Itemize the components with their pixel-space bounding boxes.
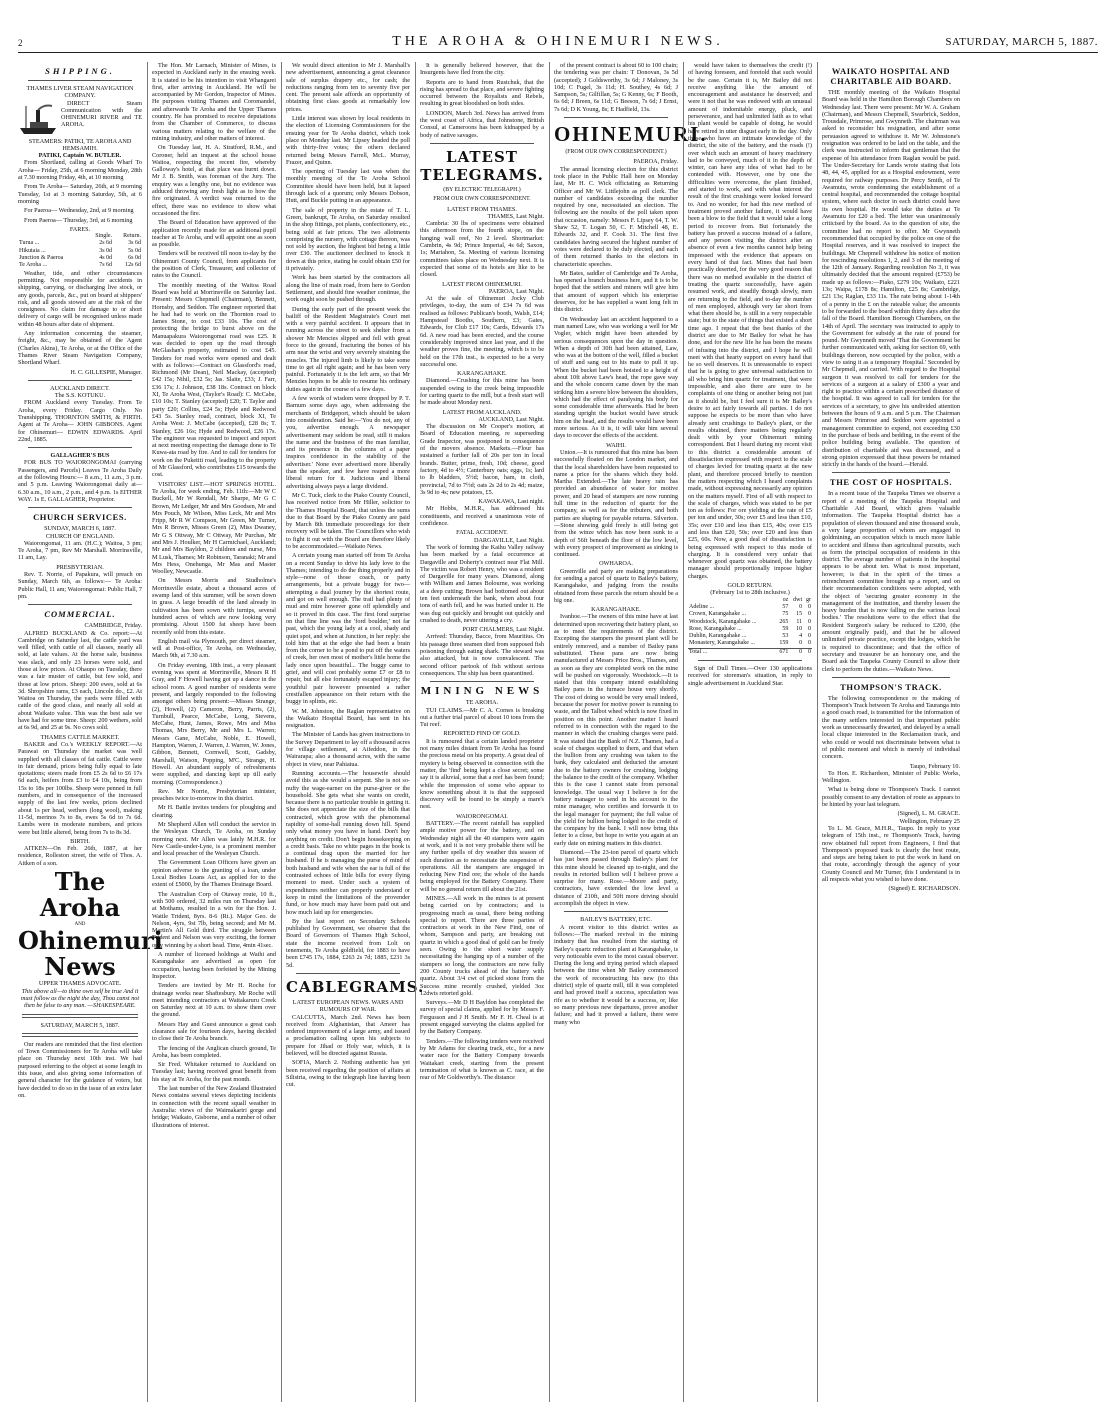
dateline: DARGAVILLE, Last Night. bbox=[473, 536, 544, 544]
church-england-text: Waiorongomai, 11 am. (H.C.); Waitoa, 3 pm; Te Aroha, 7 pm, Rev Mr Marshall. Morrinsville, 11 am, Lay. bbox=[18, 539, 142, 562]
table-row: Turua ... 2s 6d 3s 6d bbox=[19, 240, 141, 247]
presbyterian-text: Rev. T. Norrie, of Papakura, will preach on Sunday, March 6th, as follows:— Te Aroha: Public Hall, 11 am; Waiorongomai: Public Hall, 7 pm. bbox=[18, 571, 142, 600]
column-rule bbox=[817, 62, 818, 1402]
article-text: English mail via Plymouth, per direct steamer, will at Post-office, Te Aroha, on Wednesday, March 9th, at 7.30 a.m. bbox=[152, 637, 276, 660]
article-text: On Tuesday last, H. A. Stratford, R.M., and Coroner, held an inquest at the school house Waitoa, respecting the recent fire, whereby Galloway's hotel, at that place was burnt down. Mr J. B. Smith, was foreman of the Jury. The enquiry was a lengthy one, but no evidence was adduced throwing any fresh light as to how the fire originated. A verdict was returned to the effect, there was no evidence to show what occasioned the fire. bbox=[152, 144, 276, 217]
issue-date: SATURDAY, MARCH 5, 1887. bbox=[945, 36, 1098, 48]
article-text: During the early part of the present week the bailiff of the Resident Magistrate's Court met with a very painful accident. It appears that in running across the street to seek shelter from a shower Mr Mencies slipped and fell with great force to the ground, fracturing the bones of his arm near the wrist and very severely straining the muscles. The injured limb is likely to take some time to get all right again; and he has been very painful. Fortunately it is the left arm, so that Mr Menzies hopes to be able to resume his ordinary duties again in the course of a few days. bbox=[286, 305, 410, 393]
bus-text: FOR BUS TO WAIORONGOMAI (carrying Passengers, and Parcels) Leaves Te Aroha Daily at the following Hours:— 8 a.m., 11 a.m., 3 p.m. and 5 p.m. Leaving Waiorongomai daily at— 6.30 a.m., 10 a.m., 2 p.m., and 4 p.m. 1s EITHER WAY. 1s E. GALLAGHER, Proprietor. bbox=[18, 459, 142, 503]
article-text: Mr C. Tuck, clerk to the Piako County Council, has received notice from Mr Hiller, solicitor to the Thames Hospital Board, that unless the sums due to that Board by the Piako County are paid by March 8th immediate proceedings for their recovery will be taken. The Councillors who wish to fight it out with the Board are therefore likely to be accommodated.—Waikato News. bbox=[286, 491, 410, 550]
schedule-2: From Te Aroha— Saturday, 26th, at 9 morning Tuesday, 1st at 3 morning Saturday, 5th, at 6 morning bbox=[18, 183, 142, 205]
article-text: On Friday evening, 18th inst., a very pleasant evening was spent at Morrinsville, Messrs R H Gray, and F Howell having got up a dance in the school room. A good number of residents were present, and largely responded to the following amongst others being present:—Misses Strange, (2), Howell, (2) Cameron, Berry, Parris, (2), Turnbull, Pearce, McCabe, Long, Stevens, McCabe, Hunt, James, Rowe, Mrs and Miss Thomas, Mrs Berry, Mr and Mrs L. Warren; Messrs Gane, McCabe, Noble, E. Howell, Hampton, Warren, J. Warren, J. Warren, W. Jones, Gibbon, Bennett, Cornwell, Scott, Gadsby, Marshall, Watson, Popping, M'C., Strange, H. Howell. An abundant supply of refreshments were supplied, and dancing kept up till early morning. (Correspondence.) bbox=[152, 661, 276, 786]
table-row: Hikutaia ... 3s 0d 5s 0d bbox=[19, 247, 141, 254]
column-4 bbox=[420, 62, 544, 1402]
table-row: Crown, Karangahake ... 75 15 0 bbox=[689, 611, 811, 618]
article-text: At the sale of Ohinemuri Jocky Club privileges, to-day, the sum of £34 7s 6d was realised as follows: Publican's booth, Walsh, £14; Hampstead Booths, Southern, £3; Gates, Edwards, for Club £17 10s; Cards, Edwards 17s 6d. A new road has been erected, and the course considerably improved since last year, and if the weather proves fine, the meeting, which is to be held on the 17th inst., is expected to be a very successful one. bbox=[420, 295, 544, 368]
cablegrams-heading: CABLEGRAMS. bbox=[286, 977, 425, 996]
ohinemuri-heading: OHINEMURI. bbox=[554, 122, 708, 147]
cattle-heading: THAMES CATTLE MARKET. bbox=[40, 733, 120, 741]
article-text: THE monthly meeting of the Waikato Hospital Board was held in the Hamilton Borough Chambers on Wednesday last. There were present: Mr W. A. Graham (Chairman), and Messrs Chepmell, Swarbrick, Seddon, Trousdale, Primrose, and Gwynneth. The chairman was asked to reconsider his resignation, and after some persuasion agreed to withdraw it. Mr W. Johnstone's resignation was ordered to be laid on the table, and the clerk was instructed to inform that gentleman that the expense of his attendance from Raglan would be paid. The Under-Secretary for Lands wrote stating that lots 48, 44, 45, applied for as a Hospital endowment, were required for railway purposes. Dr Percy Smith, of Te Awamutu, wrote condemning the establishment of a central hospital, and recommended the cottage hospital system, where each doctor in each district could have its own hospital. He would take the duties at Te Awamutu for £20 a bed. The letter was unanimously criticised by the board. As to the question of site, the committee had no report to offer. Mr Gwynneth recommended that occupied by the police on one of the Hospital reserves, and it was resolved to inspect the buildings. Mr Chepmell withdrew his notice of motion for rescinding resolutions 1, 2, and 3 of the meeting of the 12th of January. Regarding resolution No 3, it was ultimately decided that the amount required (£753) be made up as follows:—Piako, £279 10s; Waikato, £221 13s; Waipa, £178 8s; Hamilton, £25 8s; Cambridge, £21 13s; Raglan, £33 11s. The rate being about 1-14th of a penny in the £ on the rateable value; the amounts to be forwarded to the board within thirty days after the fall of the Board. Hamilton Borough Chambers, on the 14th of April. The secretary was instructed to apply to the Government for subsidy at the rate of pound for pound. Mr Gwynneth moved 'That the Government be further communicated with, asking for section 69, with buildings thereon, now occupied by the police, with a view to using it as a temporary Hospital.' Seconded by Mr Chepmell, and carried. With regard to the Hospital surgeon it was resolved to call for tenders for the services of a surgeon at a salary of £300 a year and right to practice within a certain prescribed distance of the hospital. It was agreed to call for tenders for the services of a secretary, to give his undivided attention between the hours of 9 a.m. and 5 p.m. The Chairman and Messrs Primrose and Seddon were appointed a management committee to expend, not exceeding £30 in the purchase of beds and bedding, in the event of the police building being available. The question of distribution of charitable aid was discussed, and a strong opinion expressed that these powers be retained strictly in the hands of the board.—Herald. bbox=[822, 89, 960, 469]
table-row: Monastery, Karangahake ... 159 0 0 bbox=[689, 640, 811, 647]
schedule-4: From Paeroa— Thursday, 3rd, at 6 morning bbox=[24, 216, 133, 224]
dateline: THAMES, Last Night. bbox=[487, 212, 544, 220]
article-text: We would direct attention to Mr J. Marshall's new advertisement, announcing a great clearance sale of surplus drapery etc., for cash; the reductions ranging from ten to seventy five per cent. The present sale affords an opportunity of obtaining first class goods at remarkably low prices. bbox=[286, 62, 410, 113]
article-text: Diamond.—The 23-ton parcel of quartz which has just been passed through Bailey's plant for this mine should be cleaned up to-night, and the results in retorted bullion will I believe prove a surprise for many. Rose.—Moore and party, contractors, have extended the low level a distance of 210ft, and 50ft more driving should accomplish the object in view. bbox=[554, 848, 678, 908]
article-text: W. M. Johnston, the Raglan representative on the Waikato Hospital Board, has sent in his resignation. bbox=[286, 707, 410, 730]
signature: (Signed), L. M. GRACE. bbox=[897, 810, 960, 818]
birth-heading: BIRTH. bbox=[70, 837, 90, 845]
article-text: SOFIA, March 2. Nothing authentic has yet been received regarding the position of affairs at Silistria, owing to the telegraph line having been cut. bbox=[286, 1059, 410, 1089]
article-text: It is generally believed however, that the Insurgents have fled from the city. bbox=[420, 62, 544, 77]
article-text: LONDON, March 3rd. News has arrived from the west coast of Africa, that Johnstone, British Consul, at Cameroons has been kidnapped by a body of native savages. bbox=[420, 109, 544, 139]
column-rule bbox=[683, 62, 684, 1402]
article-text: Mr Bates, saddler of Cambridge and Te Aroha, has opened a branch business here, and it is to be hoped that the settlers and miners will give him that amount of support which his enterprise deserves, for he has supplied a want long felt in this district. bbox=[554, 269, 678, 314]
commercial-heading: COMMERCIAL. bbox=[44, 609, 116, 620]
article-text: Tenders.—The following tenders were received by Mr Adams for clearing track, etc., for a new water race for the Battery Company towards Waitakari creek, starting from the present termination of what is known as C. race, at the rear of Mr Goldworthy's. The distance bbox=[420, 1037, 544, 1082]
section-heading: REPORTED FIND OF GOLD. bbox=[443, 730, 521, 738]
table-row: Total ... 671 0 0 bbox=[689, 648, 811, 655]
table-row: Junction & Paeroa 4s 0d 6s 0d bbox=[19, 255, 141, 262]
divider bbox=[698, 660, 802, 661]
article-text: On Wednesday last an accident happened to a man named Law, who was working a well for Mr Vogler, which might have been attended by serious consequences upon the day in question. When a depth of 30ft had been attained, Law, who was at the bottom of the well, filled a bucket of stuff and sang out to his mate to pull it up. When the bucket had been hoisted to a height of about 10ft above Law's head, the rope gave way and the whole concern came down by the man striking him a severe blow between the shoulders, which had the effect of paralysing his body for some considerable time afterwards. Had he been standing upright the bucket would have struck him on the head, and the results would have been more serious. As it is, it will take him several days to recover the effects of the accident. bbox=[554, 315, 678, 440]
manager-signature: H. C. GILLESPIE, Manager. bbox=[70, 368, 142, 376]
article-text: The fencing of the Anglican church ground, Te Aroha, has been completed. bbox=[152, 1044, 276, 1059]
telegrams-subheading: (BY ELECTRIC TELEGRAPH.) bbox=[443, 186, 521, 193]
divider bbox=[28, 507, 132, 508]
article-text: Mr H. Battle invites tenders for ploughing and clearing. bbox=[152, 804, 276, 819]
presbyterian: PRESBYTERIAN. bbox=[56, 563, 104, 571]
column-3 bbox=[286, 62, 425, 1402]
section-heading: WAIHI. bbox=[606, 441, 626, 449]
thompsons-track-heading: THOMPSON'S TRACK. bbox=[840, 681, 942, 692]
column-2 bbox=[152, 62, 276, 1402]
article-text: In a recent issue of the Taupeka Times we observe a report of a meeting of the Taupeka Hospital and Charitable Aid Board, which gives valuable information. The Taupeka Hospital district has a population of eleven thousand and nine thousand souls, a very large proportion of whom are engaged in goldmining, an occupation which is much more liable to accident and illness than agricultural pursuits, such as form the principal occupation of residents in this district. The average number of patients in the hospital appears to be about ten. What is most important, however, is that in the spirit of the times a retrenchment committee brought up a report, and on their recommendation conditions were adopted, with the object of 'securing greater economy in the management of the institution, and thereby lessen the heavy burden that is now falling on the various local bodies.' The resolutions were to the effect that the Resident Surgeon's salary be reduced to £200, (the amount originally paid), and that he be allowed unlimited private practice, except the lodges, which he is required to discontinue; and that the office of secretary and treasurer be an honorary one, and the Board ask the Taupeka County Council to allow their clerk to perform the duties.—Waikato News. bbox=[822, 490, 960, 673]
cattle-text: BAKER and Co.'s WEEKLY REPORT.—At Parawai on Thursday the market was well supplied with all classes of fat cattle. Cattle were in fair demand, prices being fully equal to late quotations; steers made from £5 2s 6d to £6 17s 6d each, heifers from £3 to £4 10s, being from 15s to 18s per 100lbs. Sheep were penned in full numbers, and in consequence of the increased supply of the last few weeks, prices declined about 1s per head, wethers (long wool), making 11-5d, merinos 7s to 8s, ewes 5s 6d to 7s 6d. Lambs were in moderate numbers, and prices were but little altered, being from 7s to 8s 3d. bbox=[18, 740, 142, 836]
divider bbox=[832, 472, 950, 473]
column-rule bbox=[147, 62, 148, 1402]
church-heading: CHURCH SERVICES. bbox=[33, 512, 127, 523]
article-text: The discussion on Mr Cooper's motion, at Board of Education meeting, re superseding Grade Inspector, was postponed in consequence of the movers absence. Markets.—Flour has sustained a further fall of 20s per ton in local brands. Butter, prime, fresh, 10d; cheese, good factory, 4d to 4½; Canterbury oats; eggs, 1s; lard to lb bladders, 5½d; bacon, ham, in cloth, provincial, 7d to 7½d; oats 2s 2d to 2s 4d; maize, 3s 9d to 4s; new potatoes, £5. bbox=[420, 423, 544, 496]
article-text: TUI CLAIMS.—Mr C. A. Cornes is breaking out a further trial parcel of about 10 tons from the Tui reef. bbox=[420, 706, 544, 729]
article-text: BATTERY.—The recent rainfall has supplied ample motive power for the battery, and on Wednesday night all the 40 stampers were again at work, and it is not very probable there will be any further spells of dry weather this season of such duration as to necessitate the suspension of operations. All the stampers are engaged in reducing New Find ore; the whole of the hands being employed for the Battery Company. There will be no general return till about the 21st. bbox=[420, 820, 544, 893]
steamers-list: STEAMERS: PATIKI, TE AROHA AND HEMSAMIH. bbox=[28, 137, 132, 152]
article-text: Little interest was shown by local residents in the election of Licensing Commissioners for the ensuing year for Te Aroha district, which took place on Monday last. Mr Lipsey headed the poll with thirty-five votes; the others declared returned being Messrs Farrell, McL. Murray, Frazer, and Quinn. bbox=[286, 115, 410, 166]
column-7 bbox=[822, 62, 960, 1402]
divider bbox=[22, 1033, 138, 1037]
dateline: PORT CHALMERS, Last Night. bbox=[462, 626, 544, 634]
thames-company-heading: THAMES LIVER STEAM NAVIGATION COMPANY. bbox=[26, 85, 134, 100]
gold-return-heading: GOLD RETURN. bbox=[727, 582, 773, 590]
motto: This above all—to thine own self be true And it must follow as the night the day, Thou canst not then be false to any man. —SHAKESPEARE. bbox=[20, 987, 140, 1010]
column-1 bbox=[18, 62, 163, 1402]
dateline: KAWAKAWA, Last night. bbox=[478, 498, 544, 506]
nameplate-and: AND bbox=[74, 922, 86, 928]
article-text: To Hon. E. Richardson, Minister of Public Works, Wellington. bbox=[822, 769, 960, 785]
column-6 bbox=[688, 62, 812, 1402]
divider bbox=[296, 973, 400, 974]
dateline: PAEROA, Friday. bbox=[633, 158, 678, 166]
ohinemuri-subheading: (FROM OUR OWN CORRESPONDENT.) bbox=[565, 149, 667, 156]
article-text: Running accounts.—The housewife should avoid this as she would a serpent. She is not so-nufty the wage-earner on the purse-giver or the household. She gets what she wants on credit, because there is no particular trouble in getting it. She does not appreciate the size of the bills that contracted, which grow with the phenomenal rapidity of some-hall running down hill. Spend only what money you have in hand. Don't buy anything on credit. Don't begin housekeeping on a credit basis. Take no white pages in the book is a continual drag upon the married for her husband. If he is managing the purse of mind of both husband and wife when the ear is full of the contrasted echoes of little bills for every flying moment to meet. Under such a system of expenditures neither can properly understand or keep in mind the limitations of the provender fund, or how much may have been paid out and how much laid up for emergencies. bbox=[286, 769, 410, 916]
divider bbox=[28, 604, 132, 605]
article-text: By the last report on Secondary Schools published by Government, we observe that the Board of Governors of Thames High School, state the income received from Lolt on tenements, Te Aroha goldfield, for 1883 to have been £745 17s, 1884, £263 2s 7d; 1885, £231 3s 5d. bbox=[286, 917, 410, 969]
section-heading: LATEST FROM THAMES. bbox=[447, 205, 517, 213]
divider bbox=[564, 911, 668, 912]
article-text: Rev. Mr Norrie, Presbyterian minister, preaches twice to-morrow in this district. bbox=[152, 787, 276, 803]
editorial-text: Our readers are reminded that the first election of Town Commissioners for Te Aroha will take place on Thursday next 10th inst. We had purposed referring to the object at some length in this issue, and also giving some information of general character for the guidance of voters, but have decided to do so in the issue of an extra later on. bbox=[18, 1040, 142, 1099]
divider bbox=[28, 80, 132, 81]
birth-text: AITKEN—On Feb. 26th, 1887, at her residence, Rolleston street, the wife of Thos. A. Aitken of a son. bbox=[18, 845, 142, 867]
article-text: Tenders will be received till noon to-day by the Ohinemuri County Council, from applicants for the position of Clerk, Treasurer, and collector of rates to the Council. bbox=[152, 250, 276, 280]
article-text: Messrs Hay and Guest announce a great cash clearance sale for fourteen days, having decided to close their Te Aroha branch. bbox=[152, 1020, 276, 1043]
divider bbox=[22, 1014, 138, 1018]
article-text: The Australian Corp of Otaway route, 10 ft., with 500 ordered, 32 miles run on Thursday last at Mothams, resulted in a win for the Hon. J. Wattle Trident, 8yrs. 8-6 (Rt.). Major Geo. de Nelson, 4yrs, 9st 7lb, being second; and Mr M. Martin's All Gold third. The struggle between Trident and Nelson was very exciting, the former only winning by a short head. Time, 4min 41sec. bbox=[152, 890, 276, 949]
article-text: The last number of the New Zealand Illustrated News contains several views depicting incidents in connection with the recent squall weather in Australia: views of the Waimakariri gorge and bridge; Waikato, Gisborne, and a number of other illustrations of interest. bbox=[152, 1085, 276, 1129]
article-text: Tenders are invited by Mr H. Roche for drainage works near Shaftesbury. Mr Roche will meet intending contractors at Waitakaruru Creek on Saturday next at 10 a.m. to show them over the ground. bbox=[152, 982, 276, 1019]
article-text: Work has been started by the contractors all along the line of main road, from here to Gordon Settlement, and should fine weather continue, the work ought soon be pushed through. bbox=[286, 274, 410, 304]
article-text: Sir Fred. Whitaker returned to Auckland on Tuesday last; having received great benefit from his stay at Te Aroha, for the past month. bbox=[152, 1061, 276, 1083]
gold-return-table bbox=[688, 597, 812, 656]
telegrams-heading: LATEST TELEGRAMS. bbox=[420, 147, 544, 184]
newspaper-page bbox=[18, 22, 1098, 1402]
church-england: CHURCH OF ENGLAND. bbox=[45, 532, 115, 540]
masthead bbox=[18, 22, 1098, 53]
table-row: Adeline ... 57 0 0 bbox=[689, 603, 811, 610]
article-text: The opening of Tuesday last was when the monthly meeting of the Te Aroha School Committee should have been held, but it lapsed through lack of a quorum; only Messrs Dobson, Hutt, and Buckle putting in an appearance. bbox=[286, 168, 410, 205]
section-heading: LATEST FROM OHINEMURI. bbox=[442, 280, 522, 288]
telegrams-subheading: FROM OUR OWN CORRESPONDENT. bbox=[433, 196, 531, 203]
nameplate-line-1: The Aroha bbox=[39, 867, 121, 923]
cablegrams-subheading: LATEST EUROPEAN NEWS. WARS AND RUMOURS OF WAR. bbox=[292, 998, 404, 1014]
article-text: of the present contract is about 60 to 100 chain; the tendering was per chain: T Donovan, 3s 5d (accepted); J Goldsworthy, 3s 6d; J Maloney, 3s 10d; C Fugel, 3s 11d; H. Southey, 4s 6d; J Sampson, 5s; Gilfillan, 5s; G Kenny, 6s; F Booth, 6s 6d; J Breen, 6s 11d; G Beeson, 7s 6d; J Ernst, 7s 6d; D K Young, 8s; E Hadfield, 13s. bbox=[554, 62, 678, 113]
nameplate-subtitle: UPPER THAMES ADVOCATE. bbox=[38, 980, 122, 988]
article-text: What is being done re Thompson's Track. I cannot possibly consent to any deviation of route as appears to be hinted by your last telegram. bbox=[822, 786, 960, 809]
kotuku-text: FROM Auckland every Tuesday. From Te Aroha, every Friday. Cargo Only. No Transhipping. THORNTON SMITH, & FIRTH. Agent at Te Aroha— JOHN GIBBONS. Agent for Ohinemuri— EDWIN EDWARDS. April 22nd, 1885. bbox=[18, 399, 142, 443]
divider bbox=[430, 681, 534, 682]
cost-hospitals-heading: THE COST OF HOSPITALS. bbox=[829, 477, 953, 488]
article-text: MINES.—All work in the mines is at present being carried on by contractors; and is progressing much as usual, there being nothing special to report. There are three parties of contractors at work in the New Find, one of whom, Sampson and party, are breaking out quartz in which a good deal of gold can be freely seen. Owing to the short water supply necessitating the hanging up of a number of the stampers so long, the contractors are now fully 200 County trucks ahead of the battery with quartz. About 3/4 cwt of picked stone from the Success mine recently crushed, yielded 3oz 12dwts retorted gold. bbox=[420, 894, 544, 997]
info-text: Any information concerning the steamer, freight, &c., may be obtained of the Agent (Charles Akins), Te Aroha, or at the Office of the Thames River Steam Navigation Company, Shortland Wharf. bbox=[18, 330, 142, 367]
steamer-icon bbox=[18, 102, 58, 136]
article-text: Surveys.—Mr D H Bayldon has completed the survey of special claims, applied for by Messrs F. Fergusson and J H Smith. Mr F. H. Cheal is at present engaged surveying the claims applied for by the Battery Company. bbox=[420, 999, 544, 1036]
article-text: Ivanhoe.—The owners of this mine have at last determined upon recovering their battery plant, so as to meet the requirements of the district. Excepting the stampers the present plant will be entirely removed, and a number of Bailey pans substituted. These pans are now being manufactured at Messrs Price Bros., Thames, and as soon as they are completed work on the mine will be pushed on vigorously. Woodstock.—It is stated that this company intend establishing Bailey pans in the furnace house very shortly. The cost of doing so would be very small indeed, because the power for motive power is running to waste, and the Talbot wheel which is now fixed in position on this point. Another matter I heard referred to in connection with the regard to the manner in which the crushing charges were paid. It was stated that the Bank of N.Z. Thames, had a scale of charges supplied to them, and that when the bullion from any crushing was taken to the bank, they calculated and deducted the amount due to the battery owners for crushing, lodging the balance to the credit of the company. Whether this is the case I cannot state from personal knowledge. The usual way I believe is for the battery manager to send in his account to the mine manager, who certifies and forwards it to the legal manager for payment; the full value of the yield for bullion being lodged to the credit of the company by the bank. I will now bring this letter to a close, but hope to write you again at an early date on mining matters in this district. bbox=[554, 613, 678, 847]
article-text: Diamond.—Crushing for this mine has been suspended owing to the creek being impossible for carting quartz to the mill, but a fresh start will be made about Monday next. bbox=[420, 377, 544, 407]
article-text: A certain young man started off from Te Aroha on a recent Sunday to drive his lady love to the Thames; intending to do the thing properly and in style—none of those coach, or party arrangements, but a private buggy for two—attempting a dual journey by the shortest route, and got on well enough. The trail had plenty of mud and mire however gone off splendidly and so it proved in this case. The first fond surprise on that fine line was the 'ford boulder,' not far past, which the young lady at a cool, shady and quiet spot, and when at Junction, in her reply: she told him that at the edge she had been a brain from the corner to be a pond to put off the waters of creek, her own most of mother's little home the lady once upon beautiful... The buggy came to grief, and will cost probably some £7 or £8 to repair, but all else fortunately escaped injury; the youthful pair however presented a rather crestfallen appearance on their return with the buggy in splints, etc. bbox=[286, 552, 410, 706]
section-heading: KARANGAHAKE. bbox=[457, 370, 507, 378]
article-text: The monthly meeting of the Waitoa Road Board was held at Morrinsville on Saturday last. Present: Messrs Chepmell (Chairman), Bennett, Hornsby, and Seddon. The engineer reported that he had had to work on the Thornton road to James Stone, to cost £33 10s. The cost of protecting the bridge to burst above on the Manuapakura Waiorongomai road was £25. It was decided to open up the road through McGlashan's property, estimated to cost £45. Tenders for road works were opened and dealt with as follows:—Contract on Glassford's road, Richmond (Mr Dean), Neil Mackay, (accepted) £42 15s; Nihil, £32 5s; Jas. Slaite, £33; J. Farr, £36 17s; J. Johnson, £38 18s. Contract on block XI, Te Aroha West, (Taylor's Road): C. McCabe, £10 10s; T. Stanley (accepted) £20; T. Taylor and party £20; Collins, £24 5s; Hyde and Redwood £43 5s. Stanley road, contract, block XI, Te Aroha West: J. McCabe (accepted), £28 8s; T. Stanley, £26 16s; Hyde and Redwood, £26 17s. The engineer was requested to inspect and report at next meeting respecting the damage done to Te Kuwa-ata road by fire. And to call for tenders for work on the Puketiti road, leading to the property of Mr Glassford, who contributes £15 towards the cost. bbox=[152, 281, 276, 479]
schedule-1: From Shortland, calling at Goods Wharf To Aroha— Friday, 25th, at 6 morning Monday, 28th at 7.30 morning Friday, 4th, at 10 morning bbox=[18, 159, 142, 182]
article-text: A few words of wisdom were dropped by P. T. Barnum some days ago, when addressing the merchants of Bridgeport, which should be taken into consideration. Said he:—'You do not, any of you, advertise enough. A newspaper advertisement may seldom be read, still it makes the name and the business of the man familiar, and its presence in the columns of a paper inspires confidence in the stability of the advertiser.' None ever advertised more liberally than the speaker, and few have reaped a more liberal return for it. Judicious and liberal advertising always pays a large dividend. bbox=[286, 395, 410, 490]
gold-return-period: (February 1st to 28th inclusive.) bbox=[710, 589, 790, 597]
kotuku-heading: The S.S. KOTUKU. bbox=[54, 392, 106, 400]
dateline: Wellington, February 25 bbox=[899, 817, 960, 825]
table-row: Single. Return. bbox=[95, 233, 141, 240]
article-text: It is rumoured that a certain landed proprietor not many miles distant from Te Aroha has found the precious metal on his property. A great deal of mystery is being observed in connection with the matter, the 'find' being kept a close secret; some say it is alluvial, some that a reef has been found; while the impression of some who appear to know something about it is that the supposed discovery will be found to be simply a mare's nest. bbox=[420, 737, 544, 811]
divider bbox=[564, 117, 668, 118]
article-text: would have taken to themselves the credit (!) of having foreseen, and foretold that such would be the case. Certain it is, Mr Bailey did not receive anything like the amount of encouragement and assistance he deserved; and were it not that he was endowed with an unusual amount of indomitable energy, pluck, and perseverance, and had unlimited faith as to what his plant would be capable of doing, he would have retired in utter disgust early in the day. Only those who have an intimate knowledge of the district, the site of the battery, and the roads (!) over which such an amount of heavy machinery had to be conveyed, much of it in the depth of winter, can have any idea of what had to be contended with. However, one by one the difficulties were overcome, the plant finished, and started to work, and with what interest the result of the first crushings were looked forward to. And no wonder, for had this new method of treatment proved another failure, it would have been a blow to the field that it would take a long period to recover from. But fortunately the battery has proved a success instead of a failure, and any person visiting the district after an absence of even a few months cannot help being impressed with the evidence that appears on every hand of that fact. Mines that had been practically deserted, for the very good reason that there was no method available in the district of treating the quartz successfully, have again resumed work, and steadily though slowly, men are returning to the field, and to-day the number of men employed, although very far short from what there should be, is still in a very respectable state; but to the state of things that existed a short time ago. I repeat that the best thanks of the district are due to Mr Bailey for what he has done, and for the new life he has been the means of infusing into the district, and I hope he will meet with that hearty support on every hand that he so well deserves. It is unreasonable to expect that he is going to give universal satisfaction to all who bring him quartz for treatment, that were impossible, and also there are sure to be complaints of one thing or another being not just as it should be, but I feel sure it is Mr Bailey's desire to act fairly towards all parties. I do not suppose he expects to be more than who have already sent crushings to Bailey's plant, or the results obtained, there matters being regularly dealt with by your Ohinemuri mining correspondent. But I heard during my recent visit to this district a considerable amount of dissatisfaction expressed with respect to the scale of charges levied for treating quartz at the new plant, and therefore proceed briefly to mention the matters respecting which I heard complaints made, without expressing necessarily any opinion on the matters myself. First of all with respect to the scale of charges, which was stated to be per ton as follows: For ore yielding at the rate of £5 per ton and under, 30s; over £5 and less than £10, 35s; over £10 and less than £15, 40s; over £15 and less than £20, 50s; over £20 and less than £25, 60s. Now, a good deal of dissatisfaction is being expressed with respect to this mode of charging. It is considered very unfair that whenever good quartz was obtained, the battery manager should proportionally impose higher charges. bbox=[688, 62, 812, 580]
article-text: Sign of Dull Times.—Over 130 applications received for storeman's situation, in reply to single advertisement in Auckland Star. bbox=[688, 665, 812, 687]
article-text: Arrived: Thursday, Bacce, from Mauritius. On his passage three seamen died from supposed fish poisoning through eating shark. The steward was also attacked, but is now convalescent. The second officer partook of fish without serious consequences. The ship has been quarantined. bbox=[420, 633, 544, 677]
bus-heading: GALLAGHER'S BUS bbox=[50, 452, 110, 460]
mining-heading: MINING NEWS bbox=[420, 685, 544, 698]
issue-dateline: SATURDAY, MARCH 5, 1887. bbox=[40, 1021, 120, 1029]
article-text: The annual licensing election for this district took place in the Public Hall here on Monday last, Mr H. C. Wick officiating as Returning Officer and Mr W. Littlejohn as poll clerk. The number of candidates exceeding the number required by one, necessitated an election. The following are the results of the poll taken upon that occasion, namely: Messrs F. Lipsey 64, T. W. Shaw 52, T. Logan 50, C. F. Mitchell 48, E. Edwards 32, and F. Cook 31. The first five candidates having secured the highest number of votes were declared to be duly elected, and each of them returned thanks to the electors in characteristic speeches. bbox=[554, 165, 678, 268]
divider bbox=[430, 143, 534, 144]
article-text: Greenville and party are making preparations for sending a parcel of quartz to Bailey's battery, Karangahake, and judging from the results obtained from these parcels the return should be a big one. bbox=[554, 567, 678, 604]
column-rule bbox=[549, 62, 550, 1402]
article-text: Reports are to hand from Rustchuk, that the rising has spread to that place, and severe fighting occurred between the Royalists and Rebels, resulting in great bloodshed on both sides. bbox=[420, 78, 544, 108]
section-heading: LATEST FROM AUCKLAND. bbox=[442, 408, 522, 416]
column-rule bbox=[281, 62, 282, 1402]
article-text: Mr Shepherd Allen will conduct the service in the Wesleyan Church, Te Aroha, on Sunday morning next. Mr Allen was lately M.H.R. for New Castle-under-Lyne, is a prominent member and local preacher of the Wesleyan Church. bbox=[152, 820, 276, 858]
nameplate-line-2: Ohinemuri News bbox=[18, 926, 163, 982]
article-text: A number of licensed holdings at Waihi and Karangahake are advertised as open for occupation, having been forfeited by the Mining Inspector. bbox=[152, 951, 276, 980]
section-heading: BAILEY'S BATTERY, ETC. bbox=[580, 916, 652, 924]
signature: (Signed) E. RICHARDSON. bbox=[888, 885, 960, 893]
shipping-heading: SHIPPING. bbox=[45, 66, 115, 76]
article-text: The Board of Education have approved of the application recently made for an additional pupil teacher at Te Aroha, and will appoint one as soon as possible. bbox=[152, 219, 276, 249]
article-text: The work of forming the Kaihu Valley railway has been marked by a fatal occurrence at Dargaville and Doherty's contract near Flat Mill. The victim was Robert Henry, who was a resident of Dargaville for many years. Diamond, along with William and James Bolourne, was working at a deep cutting; Brown had bottomed out about ten feet underneath the bank, when about four tons of earth fell, and he was buried under it. He was dug out quickly and brought out quickly and crushed to death, never uttering a cry. bbox=[420, 543, 544, 624]
article-text: The Minister of Lands has given instructions to the Survey Department to lay off a thousand acres for village settlement, at Aifeddon, in the Wairarapa; also a thousand acres, with the same object in view, near Pahiatua. bbox=[286, 731, 410, 768]
column-rule bbox=[415, 62, 416, 1402]
section-heading: OWHAROA. bbox=[599, 560, 633, 568]
article-text: To L. M. Grace, M.H.R., Taupo. In reply to your telegram of 15th inst., re Thompson's Track, having now obtained full report from Engineers, I find that Thompson's proposed track is clearly the best route, and steps are being taken to put the work in hand on that route, accordingly through the agency of your County Council and Mr Turner, this I understand is in all respects what you wished to have done. bbox=[822, 824, 960, 883]
newspaper-title: THE AROHA & OHINEMURI NEWS. bbox=[392, 34, 724, 49]
hospital-heading: WAIKATO HOSPITAL AND CHARITABLE AID BOARD. bbox=[830, 66, 952, 86]
article-text: VISITORS' LIST.—HOT SPRINGS HOTEL. Te Aroha, for week ending, Feb. 11th:—Mr W C Buckell, Mr W Rendall, Mr Sharpe, Mr G C Brown, Mr Ledger, Mr and Mrs Goodsen, Mr and Mrs Pouch, Mr Wilson, Miss Leck, Mr and Mrs Fripp, Mr R W Compson, Mr Green, Mr Turner, Mrs R Brown, Misses Green (2), Miss Dwaney, Mr G S Ottway, Mr C Ottway, Mr Purchas, Mr and Mrs J. Houlker, Mr H Carmichael, Auckland; Mr and Mrs Bayldon, 2 children and nurse, Mrs M Lusk, Thames; Mr Robinson, Taranaki; Mr and Mrs Hess, Onehunga, Mr Mas and Master Woolley, Newcastle. bbox=[152, 480, 276, 576]
article-text: Cambria: 30 lbs of specimens were obtained this afternoon from the fourth stope, on the hanging wall reef, No 2 level. Shortmarket: Cambrin, 4s 9d; Prince Imperial, 4s 6d; Saxon, 1s; Mariahon, 5s. Meeting of various licensing committees takes place on Wednesday next. It is expected that some of its hotels are like to be closed. bbox=[420, 220, 544, 279]
auckland-direct-heading: AUCKLAND DIRECT. bbox=[50, 384, 110, 392]
table-row: oz dwt gr bbox=[782, 596, 811, 603]
direct-service-text: DIRECT Steam Communication with the OHINEMURI RIVER and TE AROHA. bbox=[61, 99, 142, 129]
table-row: Rose, Karangahake ... 59 10 0 bbox=[689, 625, 811, 632]
article-text: The sale of property in the estate of T. L. Green, bankrupt, Te Aroha, on Saturday resulted in the shop fittings, pot plants, confectionery, etc., being sold at fair prices. The two allotments comprising the nursery, with cottage thereon, was not sold by auction, the highest bid being a little over £30. The auctioneer declined to knock it down at this price, stating he could obtain £50 for it privately. bbox=[286, 206, 410, 273]
section-heading: TE AROHA. bbox=[465, 699, 499, 707]
church-date: SUNDAY, MARCH 6, 1887. bbox=[44, 525, 116, 533]
article-text: CALCUTTA, March 2nd. News has been received from Afghanistan, that Ameer has ordered improvement of a large army, and issued a proclamation calling upon his subjects to prepare for Jihad or Holy war, which, it is believed, will be directed against Russia. bbox=[286, 1013, 410, 1057]
table-row: Woodstock, Karangahake ... 265 11 0 bbox=[689, 618, 811, 625]
article-text: The Government Loan Officers have given an opinion adverse to the granting of a loan, under Local Bodies Loans Act, as applied for to the extent of £5000, by the Thames Drainage Board. bbox=[152, 859, 276, 889]
article-text: Union.—It is rumoured that this mine has been successfully floated on the London market, and that the local shareholders have been requested to name a price for the shares which they hold. Martha Extended.—The late heavy rain has provided an abundance of water for motive power, and 20 head of stampers are now running full time in the reduction of quartz for the company, as well as for the tributers, and both parties are shaping for payable returns. Silverton.—Stone showing gold freely is still being got from the winze which has now been sunk to a depth of 56ft beneath the floor of the low level, with every prospect of improvement as sinking is continued. bbox=[554, 448, 678, 559]
dateline: PAEROA, Last Night. bbox=[488, 287, 544, 295]
divider bbox=[832, 677, 950, 678]
divider bbox=[28, 380, 132, 381]
commercial-text: ALFRED BUCKLAND & Co. report:—At Cambridge on Saturday last, the cattle yard was well filled, with cattle of all classes, nearly all sold, at late values. At the horse sale, business was slack, and only 23 horses were sold, and those at low prices. At Ohaupo on Tuesday, there was a fair muster of cattle, but few sold, and those at low prices. Sheep: 200 ewes, sold at 6s 3d. Shropshire rams, £3 each, Lincoln do., £2. At Waitoa on Thursday, the yards were filled with cattle of the good class, and nearly all sold at about Waikato value. This was the best sale we have had for some time. Sheep: 200 wethers, sold at 6s 9d, and 25 at 9s. No cows sold. bbox=[18, 629, 142, 732]
commercial-dateline: CAMBRIDGE, Friday. bbox=[84, 622, 142, 630]
table-row: Te Aroha ... 7s 6d 12s 6d bbox=[19, 262, 141, 269]
section-heading: WAIORONGOMAI. bbox=[456, 812, 508, 820]
patiki-heading: PATIKI, Captain W. BUTLER. bbox=[38, 152, 122, 160]
fares-table bbox=[18, 233, 142, 269]
dateline: AUCKLAND, Last Night. bbox=[478, 415, 544, 423]
conditions-text: Weather, tide, and other circumstances permitting. Not responsible for accidents in shipping, carrying, or discharging live stock, or any goods, parcels, &c., put on board at shippers' risk, and all goods stowed are at the risk of the consignees. No claim for damage to or short delivery of cargo will be recognised unless made within 48 hours after date of shipment. bbox=[18, 269, 142, 328]
article-text: The following correspondence re the making of Thompson's Track between Te Aroha and Tauranga into a good coach road, is transmitted for the information of the many settlers interested in that important public work as unnecessarily thwarted, and delayed by a small local clique interested in the Reclamation track, and who could or would not discriminate between what is of public moment and which is merely of individual concern. bbox=[822, 694, 961, 761]
table-row: Dublin, Karangahake ... 53 4 0 bbox=[689, 633, 811, 640]
article-text: The Hon. Mr Larnach, Minister of Mines, is expected in Auckland early in the ensuing week. It is stated to be his intention to visit Whangarei first, after arriving in Auckland. He will be accompanied by Mr Gordon, Inspector of Mines. He purposes visiting Thames and Coromandel, and afterwards Te Aroha and the Upper Thames country. He has promised to receive deputations from the Chamber of Commerce, to discuss various matters relating to the welfare of the mining industry, and other matters of interest. bbox=[152, 62, 276, 142]
article-text: On Messrs Morris and Studholme's Morrinsville estate, about a thousand acres of swamp land of this summer, will be sown down in grass. A large breadth of the land already in cultivation has been sown with turnips, several hundred acres of which are now looking very promising. About 1500 fat sheep have been recently sold from this estate. bbox=[152, 577, 276, 636]
section-heading: FATAL ACCIDENT. bbox=[456, 529, 508, 537]
section-heading: KARANGAHAKE. bbox=[591, 606, 641, 614]
columns bbox=[18, 62, 1098, 1402]
fares-heading: FARES. bbox=[69, 225, 91, 233]
column-5 bbox=[554, 62, 708, 1402]
article-text: A recent visitor to this district writes as follows:—The marked revival in the mining industry that has resulted from the starting of Bailey's quartz reduction plant at Karangahake, is very noticeable even to the most casual observer. During the long and trying period which elapsed between the time when Mr Bailey commenced the work of reconstructing his new (to this district) style of quartz mill, till it was completed and had proved itself a success, speculation was rife as to whether it would be a success, or, like so many previous new departures, prove another failure; and had it proved a failure, there were many who bbox=[554, 923, 678, 1026]
divider bbox=[28, 447, 132, 448]
article-text: Mr Hobbs, M.H.R., has addressed his constituents, and received a unanimous vote of confidence. bbox=[420, 505, 544, 528]
schedule-3: For Paeroa— Wednesday, 2nd, at 9 morning bbox=[24, 207, 134, 215]
page-number: 2 bbox=[18, 38, 23, 48]
dateline: Taupo, February 10. bbox=[909, 762, 960, 770]
